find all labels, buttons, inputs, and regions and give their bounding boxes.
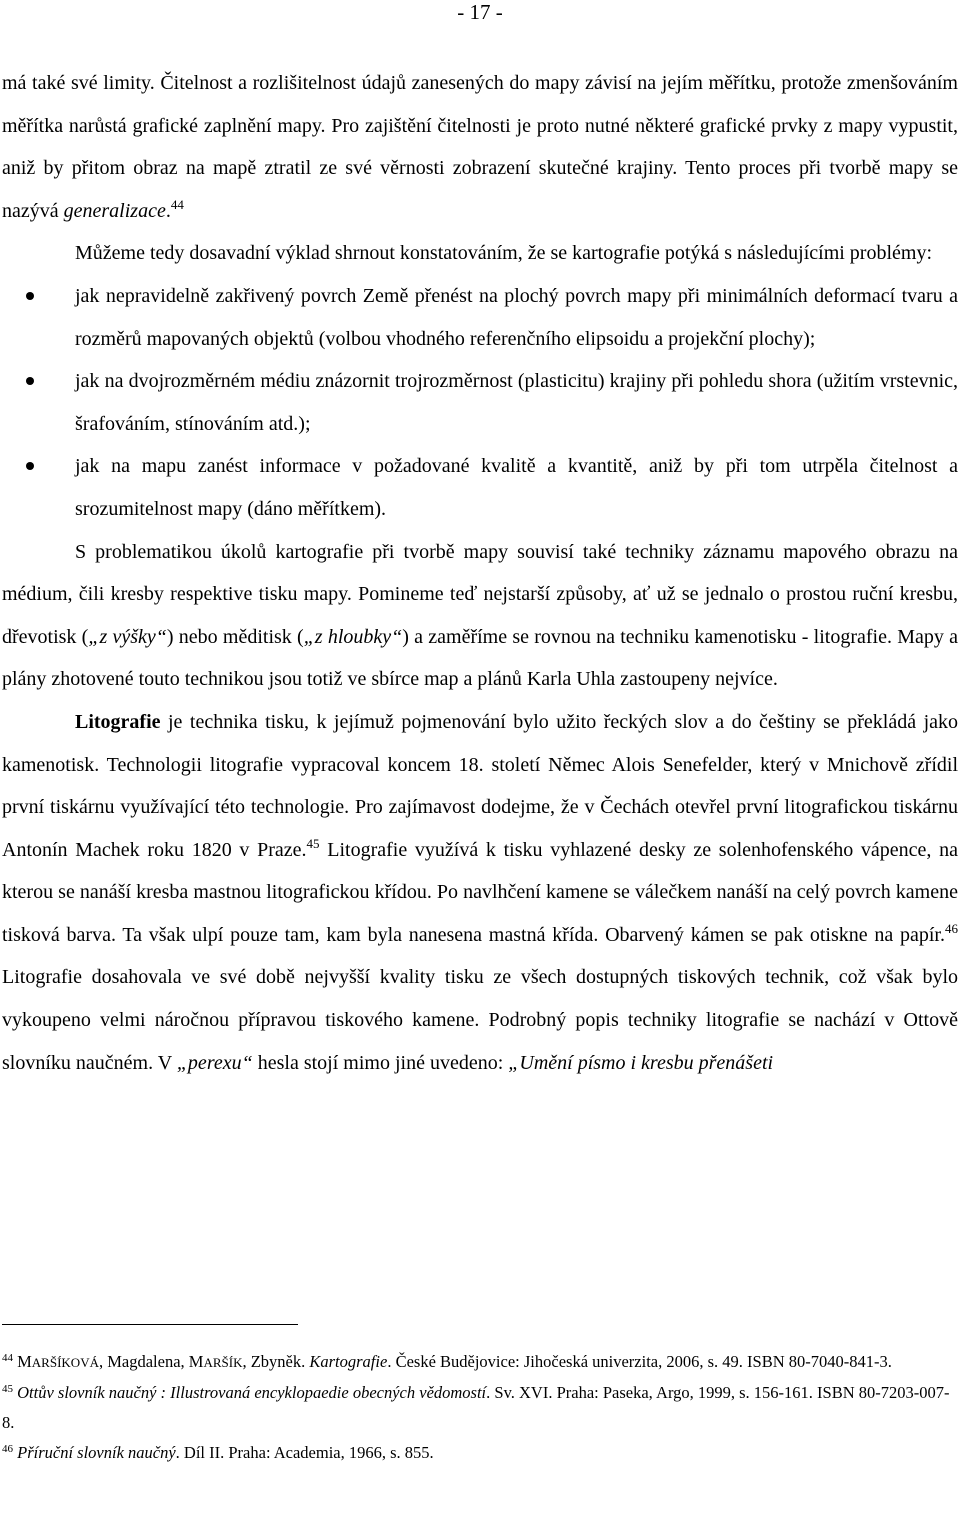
text-span: S problematikou úkolů kartografie při tvorbě mapy souvisí také techniky záznamu mapového obrazu na médium, čili kresby respektive tisku mapy. Pomineme teď nejstarší způsoby, ať už se jednalo o prostou ruční kresbu, dřevotisk ( xyxy=(2,540,958,648)
list-item xyxy=(2,360,958,445)
list-item-text: jak nepravidelně zakřivený povrch Země přenést na plochý povrch mapy při minimálních deformací tvaru a rozměrů mapovaných objektů (volbou vhodného referenčního elipsoidu a projekční plochy); xyxy=(75,284,958,350)
footnote-title: Ottův slovník naučný : Illustrovaná encyklopaedie obecných vědomostí xyxy=(17,1383,487,1402)
term-litografie: Litografie xyxy=(75,710,161,733)
footnote-number: 45 xyxy=(2,1383,13,1395)
footnote-44 xyxy=(2,1347,958,1378)
bullet-icon xyxy=(26,292,34,300)
paragraph-techniques xyxy=(2,531,958,701)
footnote-45 xyxy=(2,1378,958,1438)
paragraph-litografie xyxy=(2,701,958,1084)
author-text: , Zbyněk. xyxy=(242,1352,310,1371)
footnotes xyxy=(2,1347,958,1468)
text-span: je technika tisku, k jejímuž pojmenování bylo užito řeckých slov a do češtiny se překládá jako kamenotisk. Technologii litografie vypracoval koncem 18. století Němec Alois Senefelder, který v Mnichově zřídil první tiskárnu využívající této technologie. Pro zajímavost dodejme, že v Čechách otevřel první litografickou tiskárnu Antonín Machek roku 1820 v Praze. xyxy=(2,710,958,861)
author-text: , Magdalena, M xyxy=(98,1352,204,1371)
text-span: Litografie dosahovala ve své době nejvyšší kvality tisku ze všech dostupných tiskových technik, což však bylo vykoupeno velmi náročnou přípravou tiskového kamene. Podrobný popis techniky litografie se nachází v Ottově slovníku naučném. V xyxy=(2,966,958,1074)
quote-perexu: „perexu“ xyxy=(176,1051,253,1074)
footnote-separator xyxy=(2,1324,298,1325)
list-item xyxy=(2,445,958,530)
paragraph-text: má také své limity. Čitelnost a rozlišitelnost údajů zanesených do mapy závisí na jejím měřítku, protože zmenšováním měřítka narůstá grafické zaplnění mapy. Pro zajištění čitelnosti je proto nutné některé grafické prvky z mapy vypustit, aniž by přitom obraz na mapě ztratil ze své věrnosti zobrazení skutečné krajiny. Tento proces při tvorbě mapy se nazývá xyxy=(2,72,958,222)
problem-list xyxy=(2,275,958,531)
footnote-text: . České Budějovice: Jihočeská univerzita, 2006, s. 49. ISBN 80-7040-841-3. xyxy=(387,1352,892,1371)
page-number: - 17 - xyxy=(457,0,503,24)
footnote-text: . Díl II. Praha: Academia, 1966, s. 855. xyxy=(175,1443,434,1462)
text-span: ) a zaměříme se rovnou na techniku kamenotisku - litografie. Mapy a plány zhotovené touto technikou jsou totiž ve sbírce map a plánů Karla Uhla zastoupeny nejvíce. xyxy=(2,625,958,691)
list-item-text: jak na mapu zanést informace v požadované kvalitě a kvantitě, aniž by při tom utrpěla čitelnost a srozumitelnost mapy (dáno měřítkem). xyxy=(75,455,958,520)
footnote-ref-46[interactable]: 46 xyxy=(945,920,958,936)
paragraph-limits xyxy=(2,62,958,232)
text-span: hesla stojí mimo jiné uvedeno: xyxy=(252,1051,509,1074)
footnote-title: Příruční slovník naučný xyxy=(17,1443,176,1462)
body-text xyxy=(2,62,958,1084)
bullet-icon xyxy=(26,377,34,385)
author-smallcaps: ARŠÍK xyxy=(203,1355,243,1370)
footnote-number: 44 xyxy=(2,1352,13,1364)
quote-z-hloubky: „z hloubky“ xyxy=(303,625,403,648)
quote-umeni: „Umění písmo i kresbu přenášeti xyxy=(508,1051,774,1074)
author-initial: M xyxy=(17,1352,32,1371)
list-item-text: jak na dvojrozměrném médiu znázornit trojrozměrnost (plasticitu) krajiny při pohledu shora (užitím vrstevnic, šrafováním, stínováním atd.); xyxy=(75,370,958,435)
quote-z-vysky: „z výšky“ xyxy=(88,625,167,648)
author-smallcaps: ARŠÍKOVÁ xyxy=(31,1355,99,1370)
text-span: Litografie využívá k tisku vyhlazené desky ze solenhofenského vápence, na kterou se nanáší kresba mastnou litografickou křídou. Po navlhčení kamene se válečkem nanáší na celý povrch kamene tisková barva. Ta však ulpí pouze tam, kam byla nanesena mastná křída. Obarvený kámen se pak otiskne na papír. xyxy=(2,838,958,946)
footnote-46 xyxy=(2,1438,958,1468)
footnote-number: 46 xyxy=(2,1443,13,1455)
term-generalizace: generalizace xyxy=(63,199,166,222)
bullet-icon xyxy=(26,462,34,470)
paragraph-summary: Můžeme tedy dosavadní výklad shrnout konstatováním, že se kartografie potýká s následujícími problémy: xyxy=(75,242,933,265)
period: . xyxy=(165,199,171,222)
footnote-title: Kartografie xyxy=(309,1352,388,1371)
footnote-ref-45[interactable]: 45 xyxy=(306,835,320,851)
list-item xyxy=(2,275,958,360)
text-span: ) nebo měditisk ( xyxy=(166,625,304,648)
footnote-ref-44[interactable]: 44 xyxy=(170,196,184,212)
footnote-text: . Sv. XVI. Praha: Paseka, Argo, 1999, s. 156-161. ISBN 80-7203-007-8. xyxy=(2,1383,950,1432)
